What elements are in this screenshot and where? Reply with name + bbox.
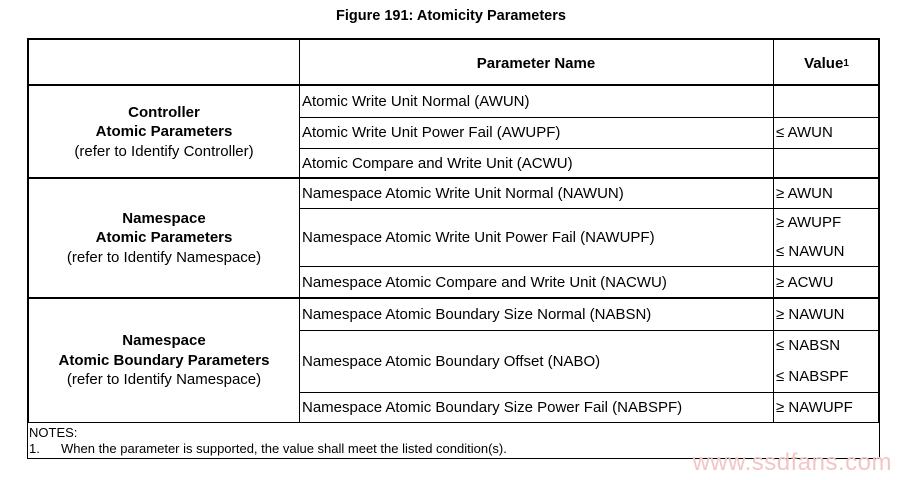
table-rule <box>27 38 880 40</box>
parameter-name-cell: Namespace Atomic Boundary Size Normal (NABSN) <box>302 305 652 323</box>
group-subtitle: Atomic Boundary Parameters <box>58 351 270 369</box>
notes-heading: NOTES: <box>29 425 78 440</box>
group-subtitle: Atomic Parameters <box>95 123 233 141</box>
parameter-name-cell: Namespace Atomic Write Unit Normal (NAWUN) <box>302 184 624 202</box>
header-value <box>773 40 880 86</box>
value-condition: ≤ NABSN <box>776 337 841 354</box>
group-title: Namespace <box>122 209 206 227</box>
parameter-name-cell: Namespace Atomic Boundary Size Power Fail (NABSPF) <box>302 399 683 416</box>
value-cell <box>774 392 880 423</box>
value-condition: ≥ ACWU <box>776 273 834 291</box>
group-reference: (refer to Identify Controller) <box>74 142 254 160</box>
note-text: When the parameter is supported, the value shall meet the listed condition(s). <box>61 441 507 456</box>
header-parameter-name: Parameter Name <box>476 54 596 72</box>
group-subtitle: Atomic Parameters <box>95 229 233 247</box>
group-label <box>29 298 299 423</box>
group-reference: (refer to Identify Namespace) <box>66 248 262 266</box>
value-condition: ≥ NAWUPF <box>776 399 853 416</box>
value-cell <box>774 148 880 178</box>
figure-caption: Figure 191: Atomicity Parameters <box>336 8 566 24</box>
group-title: Controller <box>128 103 200 121</box>
parameter-name-cell: Namespace Atomic Compare and Write Unit (NACWU) <box>302 273 667 291</box>
group-reference: (refer to Identify Namespace) <box>66 371 262 389</box>
atomicity-parameters-table <box>27 38 880 423</box>
watermark: www.ssdfans.com <box>692 449 892 476</box>
parameter-name-cell: Namespace Atomic Write Unit Power Fail (NAWUPF) <box>302 228 655 246</box>
value-condition: ≥ AWUN <box>776 184 833 202</box>
value-cell <box>774 117 880 148</box>
note-number: 1. <box>29 441 40 456</box>
value-cell <box>774 208 880 266</box>
value-cell <box>774 178 880 208</box>
parameter-name-cell: Atomic Compare and Write Unit (ACWU) <box>302 154 573 172</box>
parameter-name-cell: Atomic Write Unit Normal (AWUN) <box>302 93 530 110</box>
header-value-footnote: 1 <box>843 57 849 69</box>
value-cell <box>774 330 880 392</box>
value-condition: ≤ NAWUN <box>776 243 845 260</box>
value-cell <box>774 298 880 330</box>
group-label <box>29 86 299 178</box>
value-condition: ≥ AWUPF <box>776 214 842 231</box>
header-value-label: Value <box>804 54 844 72</box>
value-cell <box>774 266 880 298</box>
group-title: Namespace <box>122 332 206 350</box>
value-cell <box>774 86 880 117</box>
value-condition: ≤ NABSPF <box>776 368 849 385</box>
value-condition: ≤ AWUN <box>776 124 833 141</box>
parameter-name-cell: Namespace Atomic Boundary Offset (NABO) <box>302 352 601 370</box>
parameter-name-cell: Atomic Write Unit Power Fail (AWUPF) <box>302 124 561 141</box>
group-label <box>29 178 299 298</box>
value-condition: ≥ NAWUN <box>776 305 845 323</box>
